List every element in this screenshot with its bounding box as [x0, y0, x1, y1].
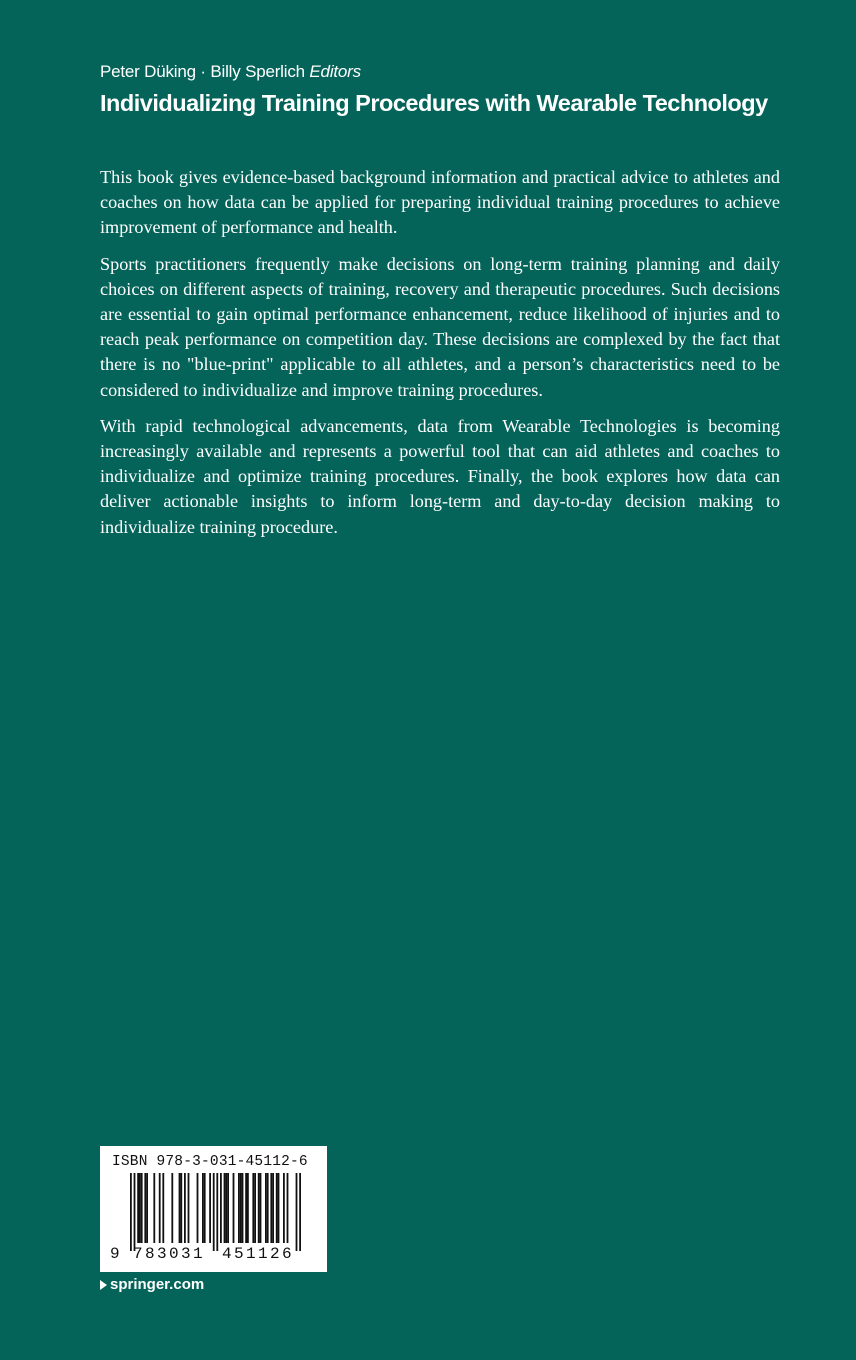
barcode-bar: [144, 1173, 146, 1243]
barcode-bar: [254, 1173, 256, 1243]
barcode-bar: [197, 1173, 199, 1243]
barcode-bar: [179, 1173, 181, 1243]
barcode-bar: [159, 1173, 161, 1243]
barcode-bar: [227, 1173, 229, 1243]
barcode-bar: [146, 1173, 148, 1243]
barcode-bar: [141, 1173, 143, 1243]
barcode-bar: [252, 1173, 254, 1243]
barcode-bar: [238, 1173, 240, 1243]
barcode-guard-bar: [213, 1173, 215, 1251]
barcode-bar: [224, 1173, 226, 1243]
ean-left-digits: 783031: [133, 1245, 206, 1263]
ean-first-digit: 9: [110, 1245, 120, 1263]
publisher-link[interactable]: [100, 1276, 204, 1293]
description-paragraph-2: Sports practitioners frequently make decisions on long-term training planning and daily choices on different aspects of training, recovery and therapeutic procedures. Such decisions are essential to gain optimal performance enhancement, reduce likelihood of injuries and to reach peak performance on competition day. These decisions are complexed by the fact that there is no "blue-print" applicable to all athletes, and a person’s characteristics need to be considered to individualize and improve training procedures.: [100, 253, 780, 400]
barcode-guard-bar: [299, 1173, 301, 1251]
barcode-bar: [180, 1173, 182, 1243]
barcode-bar: [162, 1173, 164, 1243]
editors-line: [100, 62, 361, 82]
arrow-right-icon: [100, 1280, 107, 1290]
barcode-bar: [240, 1173, 242, 1243]
barcode-bar: [137, 1173, 139, 1243]
barcode-guard-bar: [130, 1173, 132, 1251]
barcode-bar: [245, 1173, 247, 1243]
editors-role: Editors: [309, 62, 361, 81]
description-paragraph-3: With rapid technological advancements, data from Wearable Technologies is becoming increasingly available and represents a powerful tool that can aid athletes and coaches to individualize and optimize training procedures. Finally, the book explores how data can deliver actionable insights to inform long-term and day-to-day decision making to individualize training procedure.: [100, 415, 780, 537]
barcode-bar: [260, 1173, 262, 1243]
barcode-bar: [283, 1173, 285, 1243]
barcode-bar: [204, 1173, 206, 1243]
barcode-bar: [267, 1173, 269, 1243]
barcode-guard-bar: [216, 1173, 218, 1251]
barcode-bar: [233, 1173, 235, 1243]
barcode-bar: [287, 1173, 289, 1243]
barcode-bar: [276, 1173, 278, 1243]
barcode-bar: [278, 1173, 280, 1243]
barcode-bar: [184, 1173, 186, 1243]
isbn-barcode: [100, 1146, 327, 1272]
barcode-bar: [242, 1173, 244, 1243]
book-description: [100, 165, 780, 551]
barcode-bar: [247, 1173, 249, 1243]
barcode-bar: [153, 1173, 155, 1243]
description-paragraph-1: This book gives evidence-based background information and practical advice to athletes and coaches on how data can be applied for preparing individual training procedures to achieve improvement of performance and health.: [100, 167, 780, 238]
barcode-bar: [220, 1173, 222, 1243]
barcode-guard-bar: [296, 1173, 298, 1251]
barcode-bar: [209, 1173, 211, 1243]
barcode-bar: [265, 1173, 267, 1243]
book-title: Individualizing Training Procedures with Wearable Technology: [100, 90, 768, 116]
barcode-bar: [188, 1173, 190, 1243]
barcode-bar: [171, 1173, 173, 1243]
isbn-label: ISBN 978-3-031-45112-6: [112, 1154, 308, 1170]
publisher-url[interactable]: springer.com: [110, 1276, 205, 1293]
ean-right-digits: 451126: [222, 1245, 295, 1263]
barcode-bar: [270, 1173, 272, 1243]
barcode-bar: [139, 1173, 141, 1243]
editor-names: Peter Düking · Billy Sperlich: [100, 62, 305, 81]
barcode-bar: [202, 1173, 204, 1243]
barcode-bar: [258, 1173, 260, 1243]
barcode-guard-bar: [134, 1173, 136, 1251]
barcode-bar: [272, 1173, 274, 1243]
barcode-bar: [225, 1173, 227, 1243]
